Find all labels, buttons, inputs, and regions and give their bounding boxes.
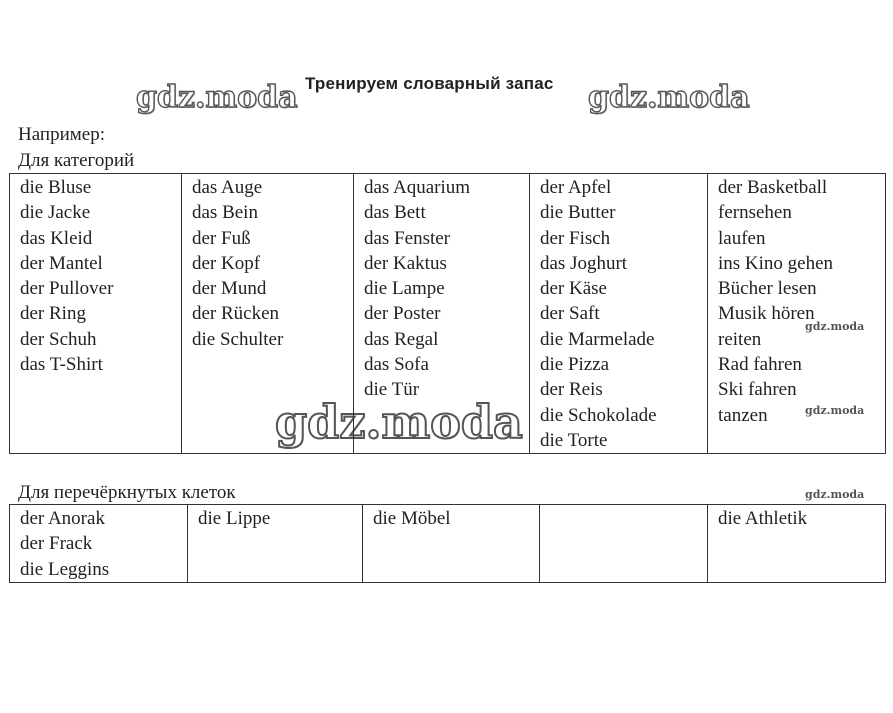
list-item: das Bett — [364, 202, 426, 224]
watermark: gdz.moda — [136, 80, 298, 115]
watermark: gdz.moda — [588, 80, 750, 115]
crossed-label: Для перечёркнутых клеток — [18, 482, 236, 503]
list-item: die Athletik — [718, 508, 808, 529]
list-item: der Anorak — [20, 508, 105, 529]
vocabulary-table — [9, 173, 886, 454]
list-item: die Lampe — [364, 278, 445, 300]
list-item: der Mund — [192, 278, 267, 300]
category-cell-clothes — [10, 174, 182, 454]
list-item: der Fuß — [192, 227, 251, 249]
crossed-table — [9, 504, 886, 583]
list-item: das Joghurt — [540, 252, 628, 274]
list-item: der Fisch — [540, 227, 611, 249]
category-cell-furniture — [354, 174, 530, 454]
list-item: Musik hören — [718, 303, 815, 325]
list-item: der Schuh — [20, 328, 97, 350]
list-item: Ski fahren — [718, 379, 797, 401]
example-label: Например: — [18, 124, 105, 145]
list-item: der Apfel — [540, 177, 612, 198]
list-item: laufen — [718, 227, 766, 249]
list-item: die Pizza — [540, 354, 610, 376]
list-item: fernsehen — [718, 202, 792, 224]
crossed-cell-1 — [10, 505, 188, 583]
list-item: die Schulter — [192, 328, 284, 350]
list-item: das Fenster — [364, 227, 451, 249]
list-item: das Aquarium — [364, 177, 471, 198]
list-item: der Rücken — [192, 303, 280, 325]
watermark: gdz.moda — [805, 488, 865, 501]
list-item: der Pullover — [20, 278, 114, 300]
list-item: der Reis — [540, 379, 603, 401]
list-item: das Regal — [364, 328, 439, 350]
list-item: der Käse — [540, 278, 607, 300]
table-row — [10, 174, 886, 454]
list-item: die Lippe — [198, 508, 271, 529]
list-item: das Auge — [192, 177, 263, 198]
category-cell-food — [530, 174, 708, 454]
watermark: gdz.moda — [805, 404, 865, 417]
categories-label: Для категорий — [18, 150, 135, 171]
list-item: der Kopf — [192, 252, 261, 274]
list-item: die Leggins — [20, 558, 110, 580]
list-item: ins Kino gehen — [718, 252, 834, 274]
list-item: der Frack — [20, 533, 93, 555]
page-title: Тренируем словарный запас — [305, 74, 554, 93]
list-item: die Jacke — [20, 202, 91, 224]
crossed-cell-4 — [540, 505, 708, 583]
list-item: der Poster — [364, 303, 441, 325]
table-row — [10, 505, 886, 583]
list-item: die Marmelade — [540, 328, 655, 350]
list-item: Rad fahren — [718, 354, 802, 376]
list-item: die Bluse — [20, 177, 92, 198]
list-item: der Basketball — [718, 177, 828, 198]
list-item: der Mantel — [20, 252, 103, 274]
list-item: das T-Shirt — [20, 354, 103, 376]
watermark: gdz.moda — [275, 395, 523, 449]
list-item: die Butter — [540, 202, 616, 224]
list-item: der Ring — [20, 303, 86, 325]
list-item: das Sofa — [364, 354, 429, 376]
list-item: das Kleid — [20, 227, 93, 249]
category-cell-body — [182, 174, 354, 454]
list-item: der Saft — [540, 303, 600, 325]
list-item: die Tür — [364, 379, 420, 401]
crossed-cell-2 — [188, 505, 363, 583]
list-item: tanzen — [718, 404, 768, 426]
list-item: der Kaktus — [364, 252, 447, 274]
list-item: reiten — [718, 328, 762, 350]
crossed-cell-3 — [363, 505, 540, 583]
list-item: die Schokolade — [540, 404, 657, 426]
list-item: Bücher lesen — [718, 278, 817, 300]
list-item: die Torte — [540, 429, 608, 451]
watermark: gdz.moda — [805, 320, 865, 333]
crossed-cell-5 — [708, 505, 886, 583]
list-item: das Bein — [192, 202, 258, 224]
list-item: die Möbel — [373, 508, 451, 529]
category-cell-hobbies — [708, 174, 886, 454]
